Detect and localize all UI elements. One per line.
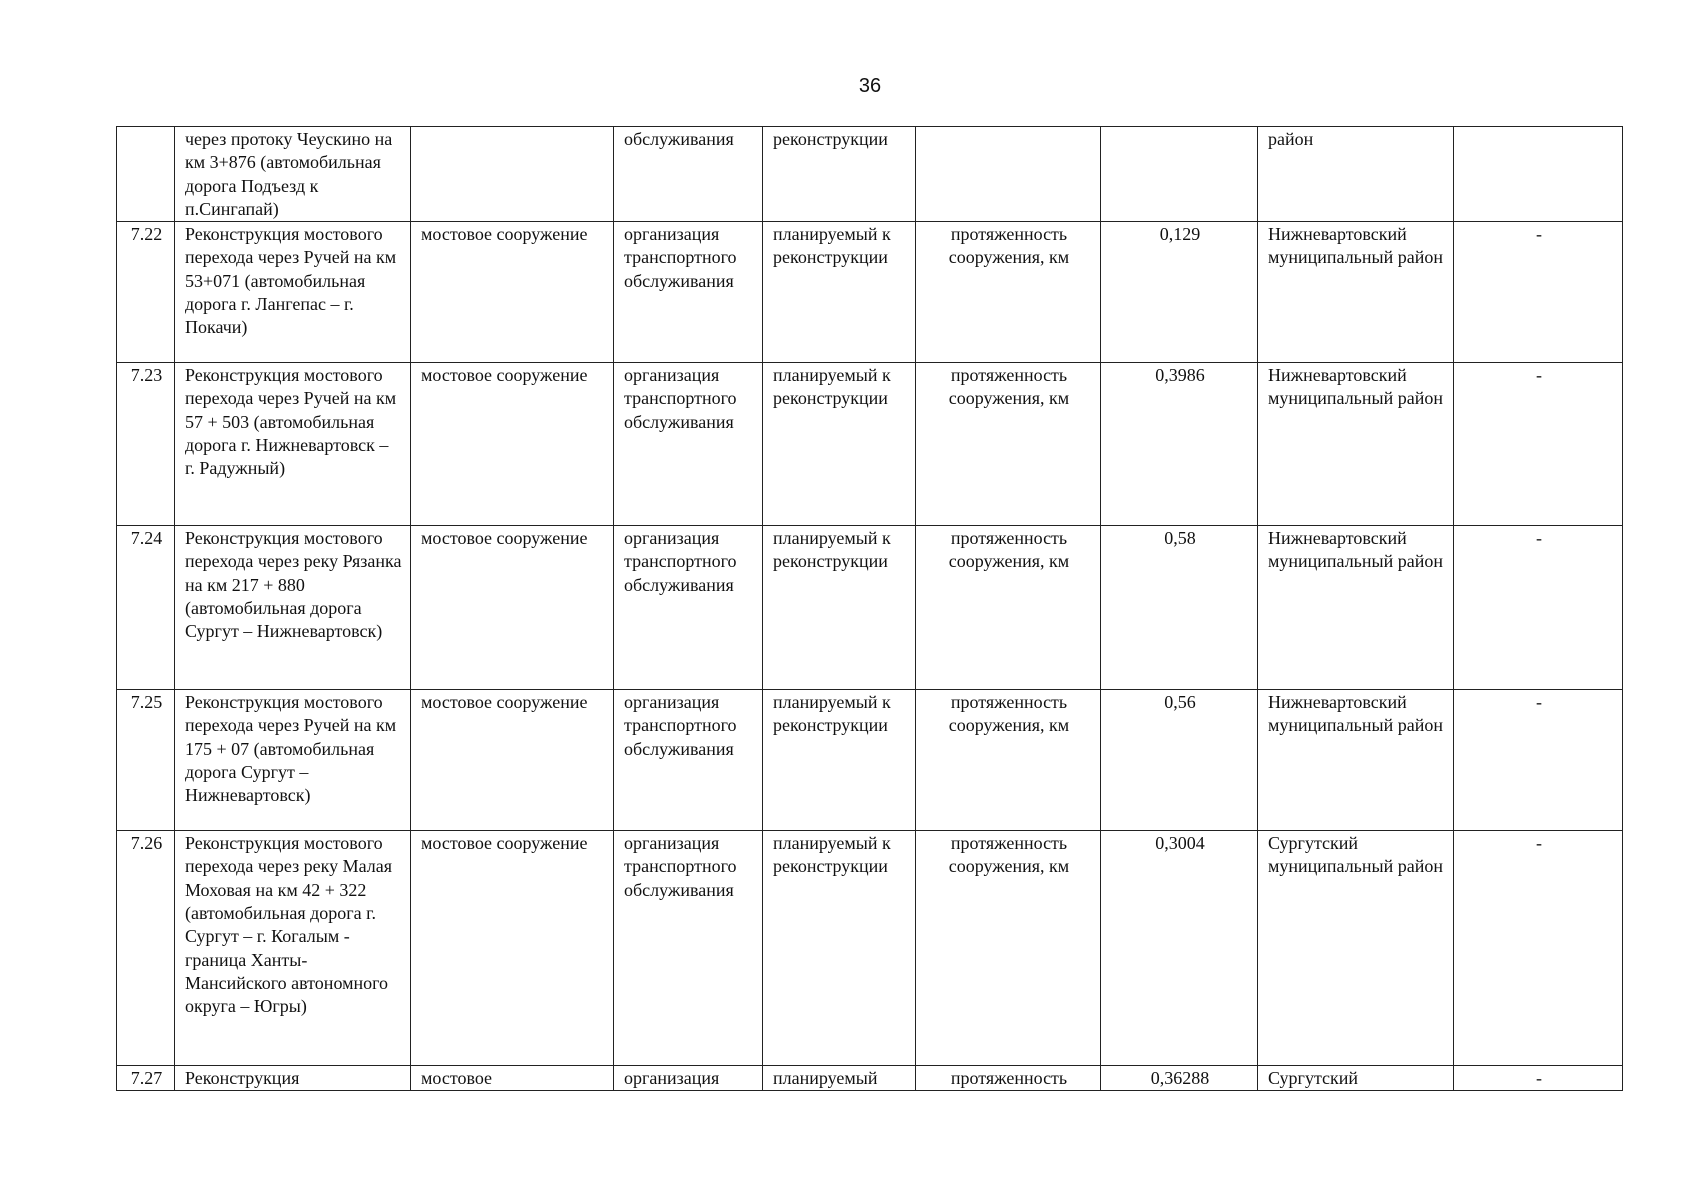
cell-object-type: мостовое сооружение (411, 831, 614, 1066)
cell-status: планируемый к реконструкции (763, 690, 916, 831)
cell-object-type: мостовое сооружение (411, 690, 614, 831)
cell-parameter: протяженность сооружения, км (916, 222, 1101, 363)
cell-parameter: протяженность сооружения, км (916, 363, 1101, 526)
table-row (117, 1066, 1623, 1091)
cell-object-name: Реконструкция мостового перехода через Ручей на км 175 + 07 (автомобильная дорога Сургут – Нижневартовск) (175, 690, 411, 831)
cell-status: планируемый к реконструкции (763, 831, 916, 1066)
page-number: 36 (858, 75, 882, 97)
cell-object-type: мостовое сооружение (411, 526, 614, 690)
table-row (117, 831, 1623, 1066)
projects-table (116, 126, 1623, 1091)
cell-purpose: организация (614, 1066, 763, 1091)
cell-extra: - (1454, 1066, 1623, 1091)
cell-value: 0,3004 (1101, 831, 1258, 1066)
cell-value: 0,36288 (1101, 1066, 1258, 1091)
table-row (117, 222, 1623, 363)
cell-extra: - (1454, 831, 1623, 1066)
cell-object-type (411, 127, 614, 222)
cell-extra: - (1454, 690, 1623, 831)
cell-location: Нижневартовский муниципальный район (1258, 690, 1454, 831)
cell-number (117, 127, 175, 222)
cell-extra: - (1454, 526, 1623, 690)
table-row (117, 690, 1623, 831)
cell-extra: - (1454, 222, 1623, 363)
cell-number: 7.27 (117, 1066, 175, 1091)
cell-purpose: организация транспортного обслуживания (614, 690, 763, 831)
cell-status: реконструкции (763, 127, 916, 222)
table-row (117, 127, 1623, 222)
cell-purpose: обслуживания (614, 127, 763, 222)
cell-purpose: организация транспортного обслуживания (614, 526, 763, 690)
table-row (117, 526, 1623, 690)
cell-location: Нижневартовский муниципальный район (1258, 526, 1454, 690)
cell-purpose: организация транспортного обслуживания (614, 363, 763, 526)
cell-location: Нижневартовский муниципальный район (1258, 363, 1454, 526)
cell-extra: - (1454, 363, 1623, 526)
cell-location: Сургутский муниципальный район (1258, 831, 1454, 1066)
cell-value: 0,129 (1101, 222, 1258, 363)
cell-parameter: протяженность сооружения, км (916, 526, 1101, 690)
cell-value (1101, 127, 1258, 222)
table-body (117, 127, 1623, 1091)
cell-value: 0,3986 (1101, 363, 1258, 526)
cell-number: 7.23 (117, 363, 175, 526)
cell-number: 7.26 (117, 831, 175, 1066)
cell-extra (1454, 127, 1623, 222)
cell-object-type: мостовое сооружение (411, 363, 614, 526)
cell-object-type: мостовое сооружение (411, 222, 614, 363)
cell-location: Нижневартовский муниципальный район (1258, 222, 1454, 363)
cell-object-name: Реконструкция (175, 1066, 411, 1091)
cell-purpose: организация транспортного обслуживания (614, 831, 763, 1066)
cell-status: планируемый к реконструкции (763, 222, 916, 363)
cell-object-name: Реконструкция мостового перехода через Ручей на км 57 + 503 (автомобильная дорога г. Нижневартовск – г. Радужный) (175, 363, 411, 526)
cell-location: район (1258, 127, 1454, 222)
cell-value: 0,56 (1101, 690, 1258, 831)
cell-object-name: Реконструкция мостового перехода через реку Рязанка на км 217 + 880 (автомобильная дорога Сургут – Нижневартовск) (175, 526, 411, 690)
cell-status: планируемый к реконструкции (763, 526, 916, 690)
cell-status: планируемый к реконструкции (763, 363, 916, 526)
cell-object-name: через протоку Чеускино на км 3+876 (автомобильная дорога Подъезд к п.Сингапай) (175, 127, 411, 222)
cell-object-name: Реконструкция мостового перехода через Ручей на км 53+071 (автомобильная дорога г. Лангепас – г. Покачи) (175, 222, 411, 363)
cell-number: 7.22 (117, 222, 175, 363)
cell-object-type: мостовое (411, 1066, 614, 1091)
cell-number: 7.24 (117, 526, 175, 690)
cell-parameter: протяженность сооружения, км (916, 690, 1101, 831)
cell-value: 0,58 (1101, 526, 1258, 690)
cell-parameter (916, 127, 1101, 222)
cell-parameter: протяженность (916, 1066, 1101, 1091)
cell-number: 7.25 (117, 690, 175, 831)
cell-purpose: организация транспортного обслуживания (614, 222, 763, 363)
cell-parameter: протяженность сооружения, км (916, 831, 1101, 1066)
cell-status: планируемый (763, 1066, 916, 1091)
cell-object-name: Реконструкция мостового перехода через реку Малая Моховая на км 42 + 322 (автомобильная дорога г. Сургут – г. Когалым - граница Ханты-Мансийского автономного округа – Югры) (175, 831, 411, 1066)
cell-location: Сургутский (1258, 1066, 1454, 1091)
table-row (117, 363, 1623, 526)
